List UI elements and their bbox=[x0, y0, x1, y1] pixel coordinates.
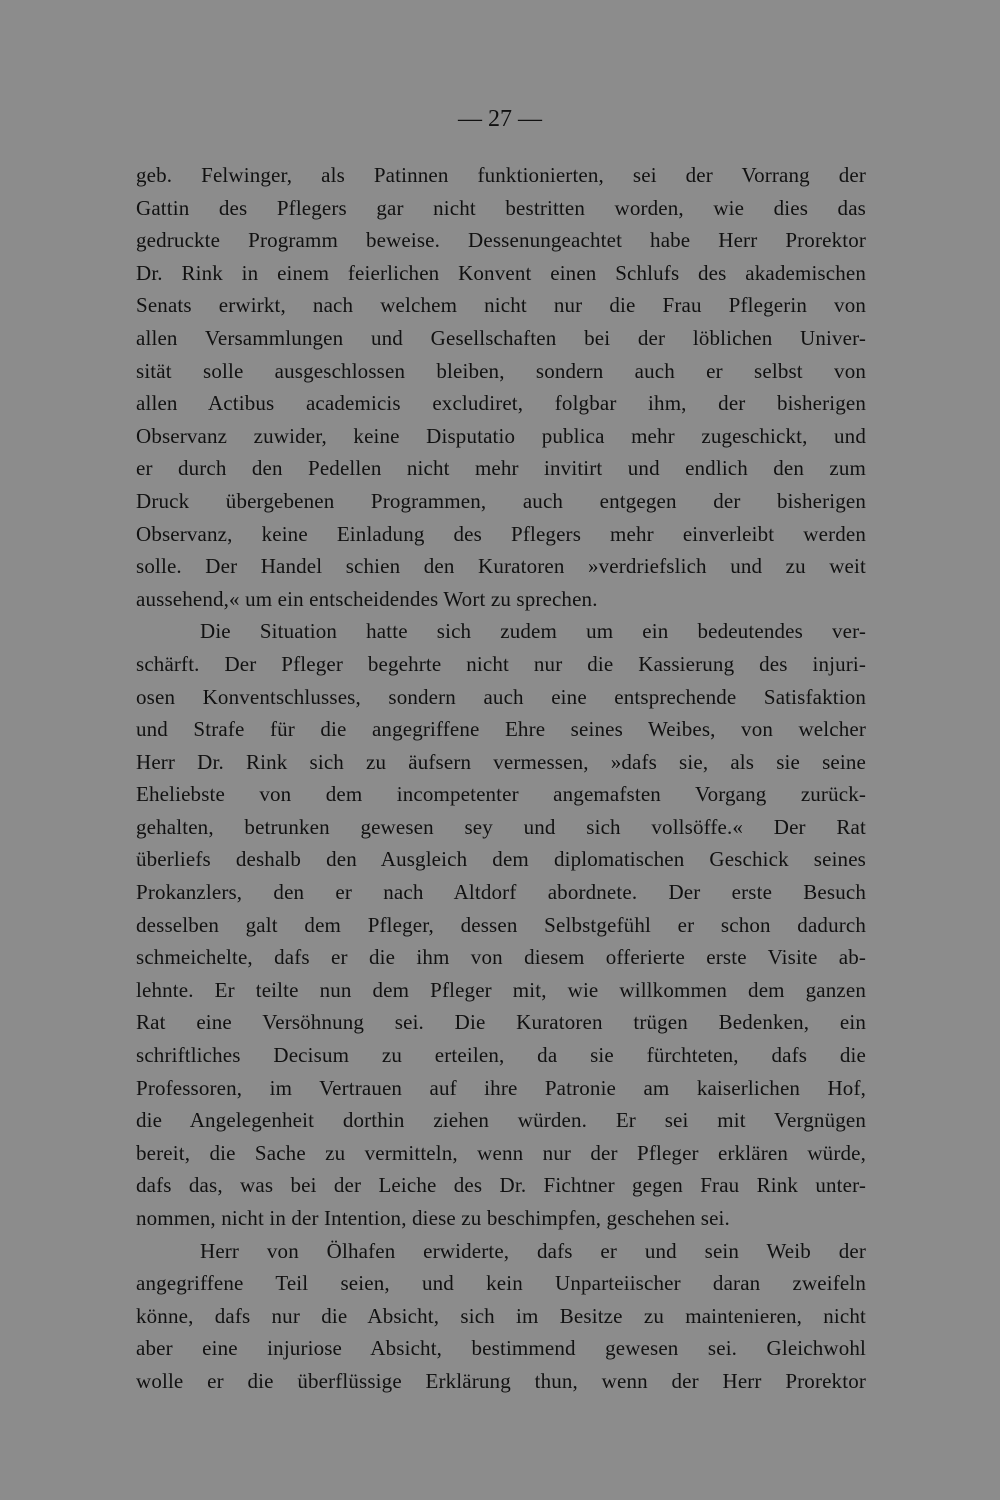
paragraph bbox=[136, 159, 866, 615]
text-line: Senats erwirkt, nach welchem nicht nur die Frau Pflegerin von bbox=[136, 293, 866, 318]
text-line: aber eine injuriose Absicht, bestimmend gewesen sei. Gleichwohl bbox=[136, 1336, 866, 1361]
body-text bbox=[136, 159, 866, 1398]
text-line: solle. Der Handel schien den Kuratoren »verdriefslich und zu weit bbox=[136, 554, 866, 579]
text-line: Dr. Rink in einem feierlichen Konvent einen Schlufs des akademischen bbox=[136, 260, 866, 285]
text-line: sität solle ausgeschlossen bleiben, sondern auch er selbst von bbox=[136, 358, 866, 383]
page-number: — 27 — bbox=[458, 106, 542, 132]
text-line: dafs das, was bei der Leiche des Dr. Fichtner gegen Frau Rink unter- bbox=[136, 1173, 866, 1198]
text-line: gedruckte Programm beweise. Dessenungeachtet habe Herr Prorektor bbox=[136, 228, 866, 253]
text-line: Herr von Ölhafen erwiderte, dafs er und sein Weib der bbox=[200, 1238, 866, 1263]
text-line: allen Actibus academicis excludiret, folgbar ihm, der bisherigen bbox=[136, 391, 866, 416]
text-line: desselben galt dem Pfleger, dessen Selbstgefühl er schon dadurch bbox=[136, 912, 866, 937]
text-line: schärft. Der Pfleger begehrte nicht nur die Kassierung des injuri- bbox=[136, 651, 866, 676]
text-line: Observanz, keine Einladung des Pflegers mehr einverleibt werden bbox=[136, 521, 866, 546]
text-line: könne, dafs nur die Absicht, sich im Besitze zu maintenieren, nicht bbox=[136, 1303, 866, 1328]
text-line: allen Versammlungen und Gesellschaften bei der löblichen Univer- bbox=[136, 325, 866, 350]
text-line: osen Konventschlusses, sondern auch eine entsprechende Satisfaktion bbox=[136, 684, 866, 709]
text-line: Die Situation hatte sich zudem um ein bedeutendes ver- bbox=[200, 619, 866, 644]
text-line: schmeichelte, dafs er die ihm von diesem offerierte erste Visite ab- bbox=[136, 945, 866, 970]
text-line: schriftliches Decisum zu erteilen, da sie fürchteten, dafs die bbox=[136, 1043, 866, 1068]
text-line: und Strafe für die angegriffene Ehre seines Weibes, von welcher bbox=[136, 717, 866, 742]
text-line: Gattin des Pflegers gar nicht bestritten worden, wie dies das bbox=[136, 195, 866, 220]
text-line: Prokanzlers, den er nach Altdorf abordnete. Der erste Besuch bbox=[136, 880, 866, 905]
text-line: Observanz zuwider, keine Disputatio publica mehr zugeschickt, und bbox=[136, 423, 866, 448]
text-line: aussehend,« um ein entscheidendes Wort zu sprechen. bbox=[136, 586, 598, 611]
text-line: geb. Felwinger, als Patinnen funktionierten, sei der Vorrang der bbox=[136, 163, 866, 187]
text-line: gehalten, betrunken gewesen sey und sich vollsöffe.« Der Rat bbox=[136, 814, 866, 839]
paragraph bbox=[136, 615, 866, 1234]
text-line: angegriffene Teil seien, und kein Unparteiischer daran zweifeln bbox=[136, 1271, 866, 1296]
text-line: Herr Dr. Rink sich zu äufsern vermessen, »dafs sie, als sie seine bbox=[136, 749, 866, 774]
text-line: nommen, nicht in der Intention, diese zu beschimpfen, geschehen sei. bbox=[136, 1206, 730, 1230]
text-line: lehnte. Er teilte nun dem Pfleger mit, wie willkommen dem ganzen bbox=[136, 977, 866, 1002]
text-line: Druck übergebenen Programmen, auch entgegen der bisherigen bbox=[136, 488, 866, 513]
text-line: bereit, die Sache zu vermitteln, wenn nur der Pfleger erklären würde, bbox=[136, 1140, 866, 1165]
text-line: überliefs deshalb den Ausgleich dem diplomatischen Geschick seines bbox=[136, 847, 866, 872]
text-line: Rat eine Versöhnung sei. Die Kuratoren trügen Bedenken, ein bbox=[136, 1010, 866, 1035]
text-line: die Angelegenheit dorthin ziehen würden. Er sei mit Vergnügen bbox=[136, 1108, 866, 1133]
paragraph bbox=[136, 1235, 866, 1398]
text-line: wolle er die überflüssige Erklärung thun, wenn der Herr Prorektor bbox=[136, 1368, 866, 1393]
text-line: Professoren, im Vertrauen auf ihre Patronie am kaiserlichen Hof, bbox=[136, 1075, 866, 1100]
text-line: Eheliebste von dem incompetenter angemafsten Vorgang zurück- bbox=[136, 782, 866, 807]
text-line: er durch den Pedellen nicht mehr invitirt und endlich den zum bbox=[136, 456, 866, 481]
